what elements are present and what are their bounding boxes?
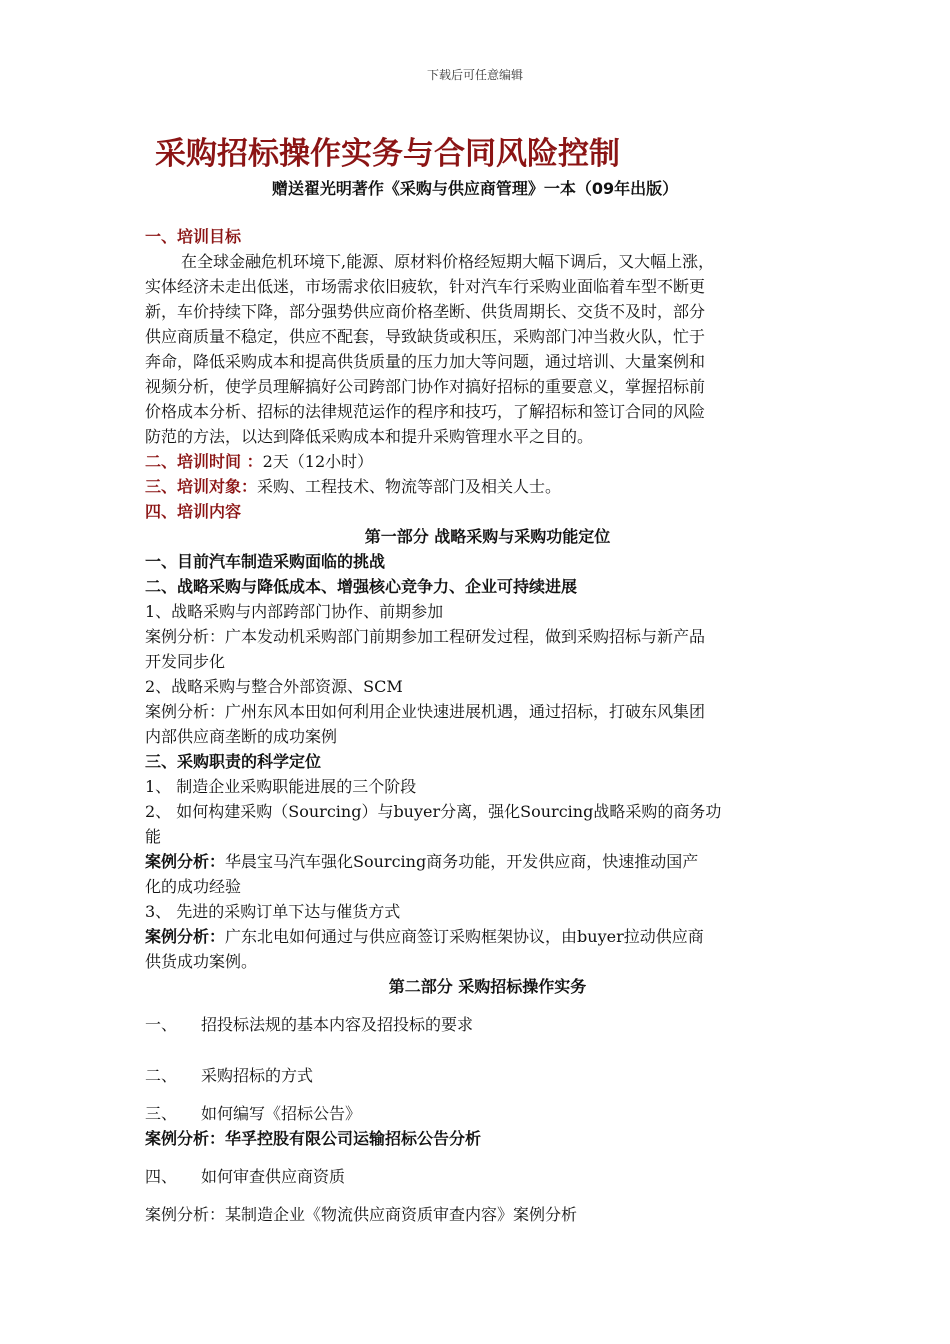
case-analysis-cont: 化的成功经验 — [145, 877, 242, 896]
list-item — [145, 1012, 830, 1037]
list-number: 一、 — [145, 1015, 178, 1034]
list-item: 2、战略采购与整合外部资源、SCM — [145, 677, 403, 696]
case-analysis: 案例分析：华孚控股有限公司运输招标公告分析 — [145, 1129, 482, 1148]
document-subtitle: 赠送翟光明著作《采购与供应商管理》一本（09年出版） — [271, 179, 679, 198]
list-item: 1、 制造企业采购职能进展的三个阶段 — [145, 777, 417, 796]
section-heading-goal: 一、培训目标 — [145, 227, 242, 246]
training-audience-row — [145, 474, 830, 499]
list-item — [145, 1164, 830, 1189]
part-one-heading-1: 一、目前汽车制造采购面临的挑战 — [145, 552, 386, 571]
section-heading-audience: 三、培训对象： — [145, 477, 258, 496]
case-analysis-cont: 内部供应商垄断的成功案例 — [145, 727, 338, 746]
list-number: 三、 — [145, 1104, 178, 1123]
training-audience-value: 采购、工程技术、物流等部门及相关人士。 — [257, 477, 562, 496]
case-analysis: 案例分析：广本发动机采购部门前期参加工程研发过程，做到采购招标与新产品 — [145, 627, 706, 646]
part-one-heading-2: 二、战略采购与降低成本、增强核心竞争力、企业可持续进展 — [145, 577, 578, 596]
case-text: 华晨宝马汽车强化Sourcing商务功能，开发供应商，快速推动国产 — [225, 852, 699, 871]
document-title: 采购招标操作实务与合同风险控制 — [155, 136, 620, 172]
list-text: 如何审查供应商资质 — [201, 1167, 346, 1186]
part-one-heading-3: 三、采购职责的科学定位 — [145, 752, 322, 771]
case-analysis — [145, 924, 830, 949]
list-item: 1、战略采购与内部跨部门协作、前期参加 — [145, 602, 444, 621]
paragraph-line: 新，车价持续下降，部分强势供应商价格垄断、供货周期长、交货不及时，部分 — [145, 302, 706, 321]
case-analysis: 案例分析：某制造企业《物流供应商资质审查内容》案例分析 — [145, 1205, 578, 1224]
list-text: 采购招标的方式 — [201, 1066, 314, 1085]
case-analysis-cont: 供货成功案例。 — [145, 952, 258, 971]
paragraph-line: 在全球金融危机环境下,能源、原材料价格经短期大幅下调后，又大幅上涨， — [181, 252, 715, 271]
part-two-title: 第二部分 采购招标操作实务 — [388, 977, 587, 996]
list-text: 招投标法规的基本内容及招投标的要求 — [201, 1015, 474, 1034]
list-item — [145, 1101, 830, 1126]
header-note: 下载后可任意编辑 — [426, 68, 523, 82]
paragraph-line: 防范的方法，以达到降低采购成本和提升采购管理水平之目的。 — [145, 427, 594, 446]
list-number: 二、 — [145, 1066, 178, 1085]
part-one-title: 第一部分 战略采购与采购功能定位 — [364, 527, 611, 546]
list-text: 如何编写《招标公告》 — [201, 1104, 362, 1123]
paragraph-line: 实体经济未走出低迷，市场需求依旧疲软，针对汽车行采购业面临着车型不断更 — [145, 277, 706, 296]
document-body — [145, 224, 830, 1227]
training-time-row — [145, 449, 830, 474]
list-item: 2、 如何构建采购（Sourcing）与buyer分离，强化Sourcing战略采购的商务功 — [145, 802, 722, 821]
paragraph-line: 价格成本分析、招标的法律规范运作的程序和技巧，了解招标和签订合同的风险 — [145, 402, 706, 421]
section-heading-time: 二、培训时间 ： — [145, 452, 263, 471]
case-label: 案例分析： — [145, 927, 226, 946]
case-text: 广东北电如何通过与供应商签订采购框架协议，由buyer拉动供应商 — [225, 927, 704, 946]
list-item-cont: 能 — [145, 827, 162, 846]
list-item — [145, 1063, 830, 1088]
case-analysis-cont: 开发同步化 — [145, 652, 226, 671]
case-analysis — [145, 849, 830, 874]
paragraph-line: 视频分析，使学员理解搞好公司跨部门协作对搞好招标的重要意义，掌握招标前 — [145, 377, 706, 396]
section-heading-content: 四、培训内容 — [145, 502, 242, 521]
paragraph-line: 供应商质量不稳定，供应不配套，导致缺货或积压，采购部门冲当救火队，忙于 — [145, 327, 706, 346]
case-analysis: 案例分析：广州东风本田如何利用企业快速进展机遇，通过招标，打破东风集团 — [145, 702, 706, 721]
paragraph-line: 奔命，降低采购成本和提高供货质量的压力加大等问题，通过培训、大量案例和 — [145, 352, 706, 371]
training-time-value: 2天（12小时） — [262, 452, 374, 471]
list-number: 四、 — [145, 1167, 178, 1186]
list-item: 3、 先进的采购订单下达与催货方式 — [145, 902, 401, 921]
case-label: 案例分析： — [145, 852, 226, 871]
